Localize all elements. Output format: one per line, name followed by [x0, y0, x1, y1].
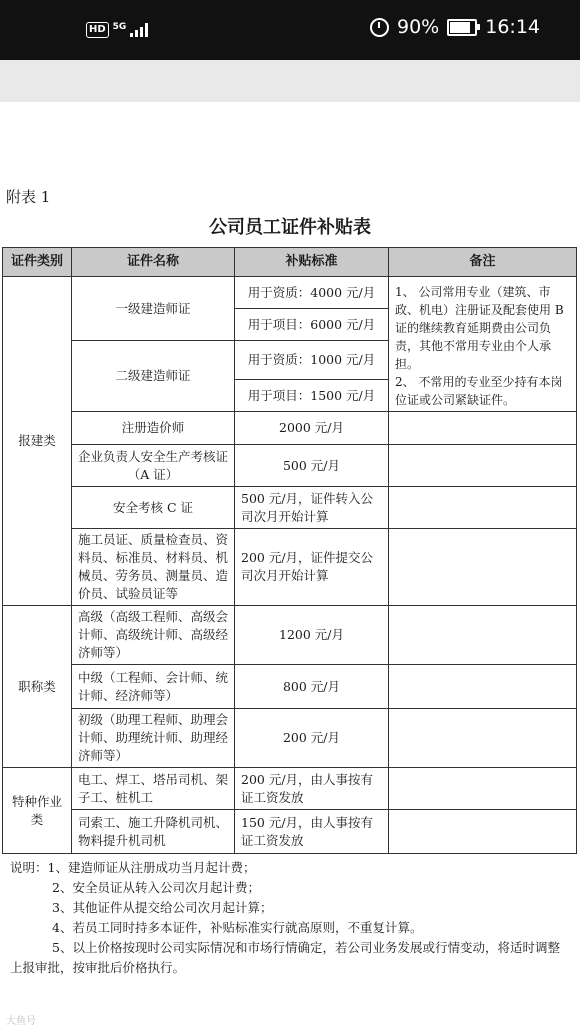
remark-p1: 1、 公司常用专业（建筑、市政、机电）注册证及配套使用 B 证的继续教育延期费由公司负责，其他不常用专业由个人承担。 — [395, 285, 564, 371]
table-row — [3, 445, 577, 487]
remark-p2: 2、 不常用的专业至少持有本岗位证或公司紧缺证件。 — [395, 375, 563, 407]
remark-empty — [389, 810, 577, 854]
note-4: 4、若员工同时持多本证件，补贴标准实行就高原则，不重复计算。 — [52, 920, 423, 935]
table-row — [3, 709, 577, 768]
watermark: 大鱼号 — [6, 1016, 36, 1027]
alarm-icon — [370, 18, 389, 37]
network-type: 5G — [112, 21, 127, 32]
note-2: 2、安全员证从转入公司次月起计费； — [52, 880, 260, 895]
signal-icon — [130, 23, 148, 37]
std-zhongji: 800 元/月 — [235, 665, 389, 709]
remark-empty — [389, 529, 577, 606]
remark-empty — [389, 606, 577, 665]
page-title: 公司员工证件补贴表 — [209, 217, 371, 238]
note-1: 说明：1、建造师证从注册成功当月起计费； — [10, 860, 256, 875]
attachment-label: 附表 1 — [6, 188, 51, 206]
std-yiji-1: 用于资质：4000 元/月 — [235, 277, 389, 309]
std-erji-2: 用于项目：1500 元/月 — [235, 380, 389, 412]
cert-sisuo: 司索工、施工升降机司机、物料提升机司机 — [72, 810, 235, 854]
table-row — [3, 665, 577, 709]
notes-section — [10, 858, 570, 978]
status-right — [370, 16, 540, 38]
table-row — [3, 529, 577, 606]
status-bar — [0, 0, 580, 60]
cert-gaoji: 高级（高级工程师、高级会计师、高级统计师、高级经济师等） — [72, 606, 235, 665]
category-zhicheng: 职称类 — [3, 606, 72, 768]
status-left — [86, 22, 148, 38]
cert-chuji: 初级（助理工程师、助理会计师、助理统计师、助理经济师等） — [72, 709, 235, 768]
subsidy-table — [2, 247, 577, 854]
cert-erji: 二级建造师证 — [72, 341, 235, 412]
remark-empty — [389, 487, 577, 529]
header-cert-name: 证件名称 — [72, 248, 235, 277]
cert-zhongji: 中级（工程师、会计师、统计师、经济师等） — [72, 665, 235, 709]
category-baojian: 报建类 — [3, 277, 72, 606]
table-row — [3, 606, 577, 665]
remark-empty — [389, 445, 577, 487]
note-3: 3、其他证件从提交给公司次月起计算； — [52, 900, 273, 915]
remark-cell — [389, 277, 577, 412]
cert-aq-c: 安全考核 C 证 — [72, 487, 235, 529]
note-5: 5、以上价格按现时公司实际情况和市场行情确定，若公司业务发展或行情变动，将适时调整上报审批，按审批后价格执行。 — [10, 940, 560, 975]
cert-aq-a: 企业负责人安全生产考核证（A 证） — [72, 445, 235, 487]
table-row — [3, 487, 577, 529]
battery-icon — [447, 19, 477, 36]
table-row — [3, 277, 577, 309]
std-gaoji: 1200 元/月 — [235, 606, 389, 665]
std-yiji-2: 用于项目：6000 元/月 — [235, 309, 389, 341]
clock: 16:14 — [485, 16, 540, 38]
header-standard: 补贴标准 — [235, 248, 389, 277]
remark-empty — [389, 709, 577, 768]
cert-yiji: 一级建造师证 — [72, 277, 235, 341]
header-remark: 备注 — [389, 248, 577, 277]
cert-zaojia: 注册造价师 — [72, 412, 235, 445]
table-row — [3, 810, 577, 854]
header-category: 证件类别 — [3, 248, 72, 277]
std-erji-1: 用于资质：1000 元/月 — [235, 341, 389, 380]
battery-percent: 90% — [397, 16, 440, 38]
std-chuji: 200 元/月 — [235, 709, 389, 768]
table-header-row — [3, 248, 577, 277]
remark-empty — [389, 665, 577, 709]
std-aq-c: 500 元/月，证件转入公司次月开始计算 — [235, 487, 389, 529]
remark-empty — [389, 412, 577, 445]
remark-empty — [389, 768, 577, 810]
std-shigong: 200 元/月，证件提交公司次月开始计算 — [235, 529, 389, 606]
table-row — [3, 412, 577, 445]
std-diangong: 200 元/月，由人事按有证工资发放 — [235, 768, 389, 810]
top-band — [0, 60, 580, 102]
std-zaojia: 2000 元/月 — [235, 412, 389, 445]
cert-diangong: 电工、焊工、塔吊司机、架子工、桩机工 — [72, 768, 235, 810]
category-tezhong: 特种作业类 — [3, 768, 72, 854]
hd-icon: HD — [86, 22, 109, 38]
table-row — [3, 768, 577, 810]
std-aq-a: 500 元/月 — [235, 445, 389, 487]
cert-shigong: 施工员证、质量检查员、资料员、标准员、材料员、机械员、劳务员、测量员、造价员、试验员证等 — [72, 529, 235, 606]
std-sisuo: 150 元/月，由人事按有证工资发放 — [235, 810, 389, 854]
